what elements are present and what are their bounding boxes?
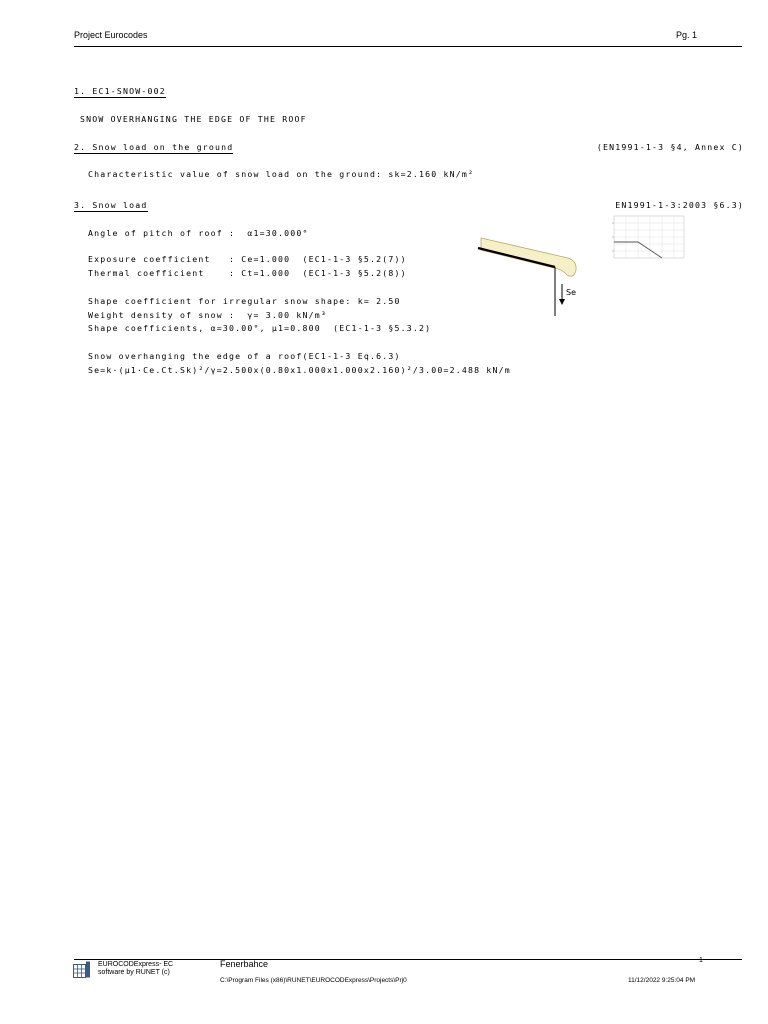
section-1-heading: 1. EC1-SNOW-002 [74, 86, 166, 96]
overhang-result-line: Se=k·(μ1·Ce.Ct.Sk)²/γ=2.500x(0.80x1.000x1.000x2.160)²/3.00=2.488 kN/m [88, 365, 511, 375]
snow-weight-density-line: Weight density of snow : γ= 3.00 kN/m³ [88, 310, 328, 320]
section-3-reference: EN1991-1-3:2003 §6.3) [615, 200, 744, 210]
roof-pitch-line: Angle of pitch of roof : α1=30.000° [88, 228, 309, 238]
footer-file-path: C:\Program Files (x86)\RUNET\EUROCODExpress\Projects\Prj0 [220, 977, 407, 984]
footer-datetime: 11/12/2022 9:25:04 PM [628, 977, 696, 984]
footer-software-line-1: EUROCODExpress- EC [98, 961, 174, 968]
thermal-coefficient-line: Thermal coefficient : Ct=1.000 (EC1-1-3 §5.2(8)) [88, 268, 407, 278]
shape-coefficient-thumbnail [606, 213, 688, 263]
snow-overhang-shape [481, 238, 576, 276]
overhang-formula-heading: Snow overhanging the edge of a roof(EC1-1-3 Eq.6.3) [88, 351, 401, 361]
section-2-reference: (EN1991-1-3 §4, Annex C) [596, 142, 744, 152]
section-1-title: SNOW OVERHANGING THE EDGE OF THE ROOF [80, 114, 307, 124]
irregular-shape-coefficient-line: Shape coefficient for irregular snow shape: k= 2.50 [88, 296, 401, 306]
footer-software-line-2: software by RUNET (c) [98, 969, 170, 976]
section-3-heading: 3. Snow load [74, 200, 148, 210]
section-2-heading: 2. Snow load on the ground [74, 142, 234, 152]
snow-load-ground-line: Characteristic value of snow load on the ground: sk=2.160 kN/m² [88, 169, 475, 179]
se-label: Se [566, 288, 576, 297]
runet-logo-icon [73, 961, 91, 978]
snow-overhang-figure [476, 234, 581, 318]
footer-rule [74, 959, 742, 960]
page-header-title: Project Eurocodes [74, 30, 148, 40]
shape-coefficients-line: Shape coefficients, α=30.00°, μ1=0.800 (EC1-1-3 §5.3.2) [88, 323, 432, 333]
header-rule [74, 46, 742, 47]
load-arrow-head [559, 299, 565, 305]
footer-project-name: Fenerbahce [220, 959, 269, 969]
exposure-coefficient-line: Exposure coefficient : Ce=1.000 (EC1-1-3 §5.2(7)) [88, 254, 407, 264]
page-number: Pg. 1 [676, 30, 698, 40]
footer-page-number: 1 [699, 957, 703, 964]
